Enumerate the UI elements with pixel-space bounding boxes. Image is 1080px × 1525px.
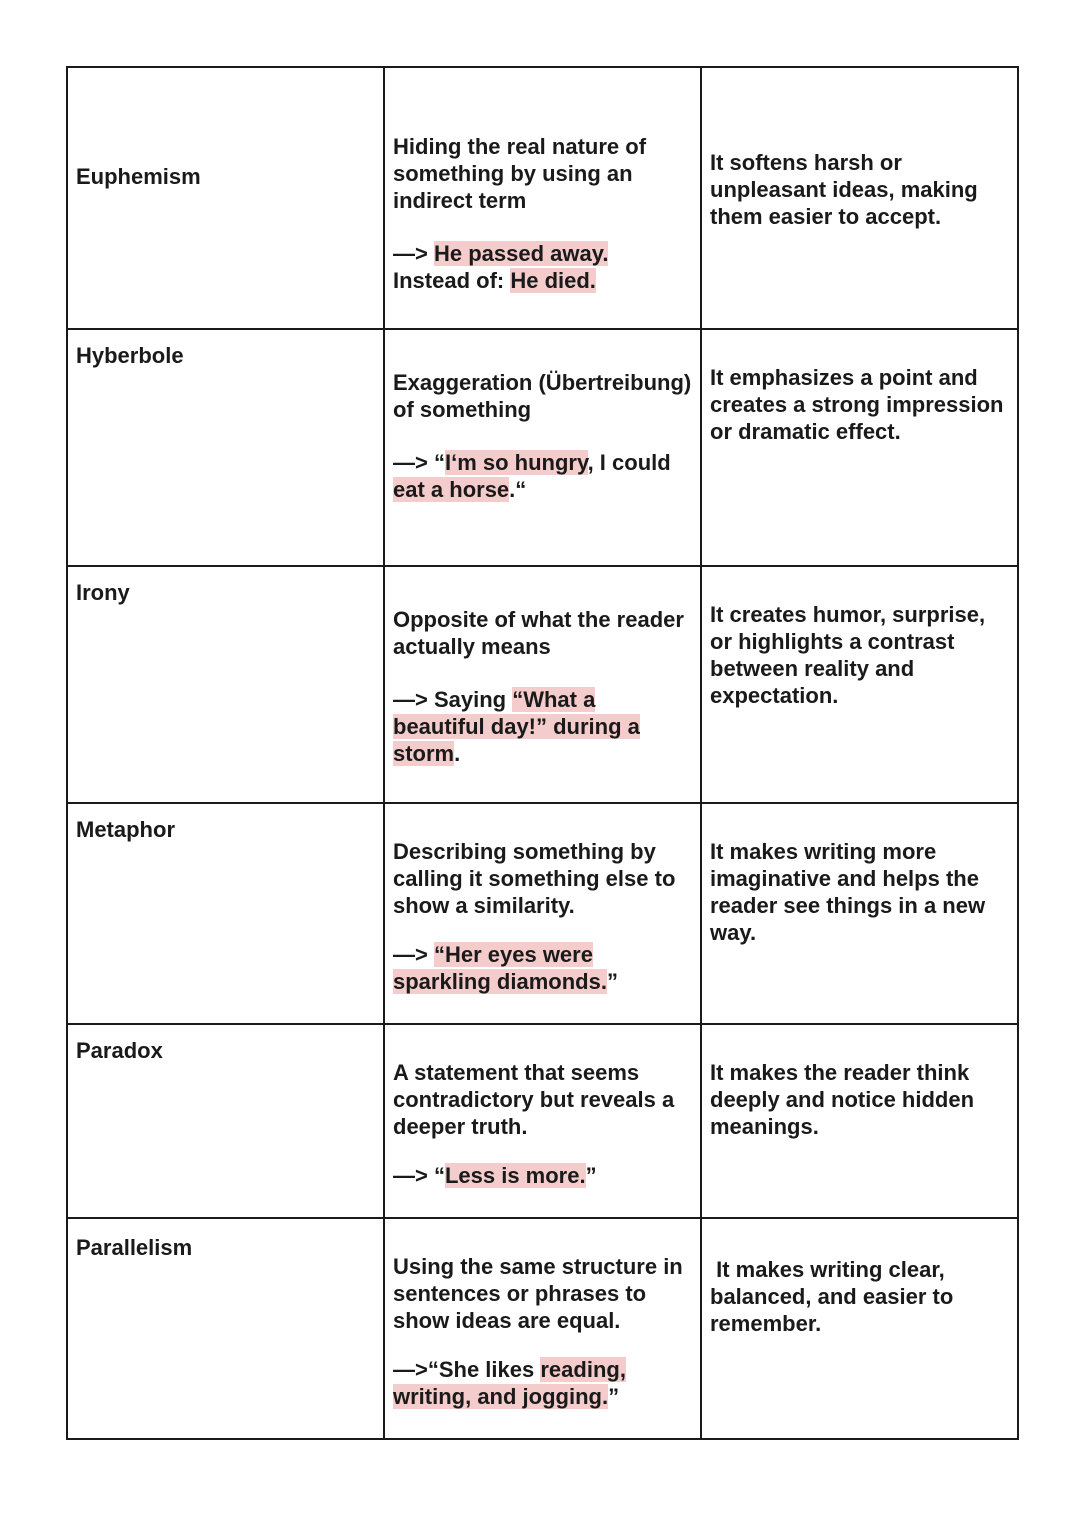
definition-text: Describing something by calling it something else to show a similarity.: [393, 839, 676, 918]
example-highlight: Less is more.: [444, 1163, 586, 1188]
term-label: Metaphor: [76, 817, 175, 842]
example-highlight: “What a beautiful day!” during a storm: [393, 687, 640, 766]
table-row: [67, 1218, 1018, 1439]
table-row: [67, 67, 1018, 329]
example-text: —> “Less is more.”: [393, 1163, 597, 1188]
example-text: —> Saying “What a beautiful day!” during a storm.: [393, 687, 640, 766]
term-cell: [67, 1024, 384, 1218]
definition-cell: [384, 1218, 701, 1439]
term-cell: [67, 566, 384, 803]
effect-cell: [701, 1218, 1018, 1439]
definition-text: A statement that seems contradictory but reveals a deeper truth.: [393, 1060, 675, 1139]
example-text: —> He passed away. Instead of: He died.: [393, 241, 609, 293]
effect-cell: [701, 803, 1018, 1024]
definition-text: Exaggeration (Übertreibung) of something: [393, 370, 692, 422]
definition-text: Opposite of what the reader actually means: [393, 607, 684, 659]
effect-text: It softens harsh or unpleasant ideas, making them easier to accept.: [710, 150, 978, 229]
term-label: Hyberbole: [76, 343, 184, 368]
example-highlight: He passed away.: [433, 241, 609, 266]
effect-cell: [701, 67, 1018, 329]
table-row: [67, 803, 1018, 1024]
term-label: Irony: [76, 580, 130, 605]
example-highlight: He died.: [510, 268, 596, 293]
example-highlight: “Her eyes were sparkling diamonds.: [393, 942, 607, 994]
effect-text: It makes the reader think deeply and notice hidden meanings.: [710, 1060, 975, 1139]
term-label: Parallelism: [76, 1235, 193, 1260]
effect-text: It creates humor, surprise, or highlights a contrast between reality and expectation.: [710, 602, 986, 708]
example-highlight: reading, writing, and jogging.: [393, 1357, 626, 1409]
effect-text: It emphasizes a point and creates a strong impression or dramatic effect.: [710, 365, 1004, 444]
definition-cell: [384, 67, 701, 329]
term-cell: [67, 67, 384, 329]
example-highlight: eat a horse: [393, 477, 510, 502]
term-label: Paradox: [76, 1038, 163, 1063]
example-highlight: I‘m so hungry: [444, 450, 588, 475]
definition-cell: [384, 566, 701, 803]
effect-cell: [701, 329, 1018, 566]
term-cell: [67, 803, 384, 1024]
effect-text: It makes writing clear, balanced, and easier to remember.: [710, 1257, 960, 1336]
table-row: [67, 1024, 1018, 1218]
term-cell: [67, 329, 384, 566]
definition-cell: [384, 329, 701, 566]
definition-cell: [384, 1024, 701, 1218]
term-cell: [67, 1218, 384, 1439]
definition-text: Hiding the real nature of something by using an indirect term: [393, 134, 647, 213]
effect-text: It makes writing more imaginative and helps the reader see things in a new way.: [710, 839, 986, 945]
example-text: —> “I‘m so hungry, I could eat a horse.“: [393, 450, 671, 502]
table-row: [67, 566, 1018, 803]
effect-cell: [701, 566, 1018, 803]
example-text: —>“She likes reading, writing, and jogging.”: [393, 1357, 626, 1409]
term-label: Euphemism: [76, 164, 201, 189]
example-text: —> “Her eyes were sparkling diamonds.”: [393, 942, 618, 994]
definition-cell: [384, 803, 701, 1024]
stylistic-devices-table: [66, 66, 1019, 1440]
definition-text: Using the same structure in sentences or phrases to show ideas are equal.: [393, 1254, 683, 1333]
table-row: [67, 329, 1018, 566]
effect-cell: [701, 1024, 1018, 1218]
